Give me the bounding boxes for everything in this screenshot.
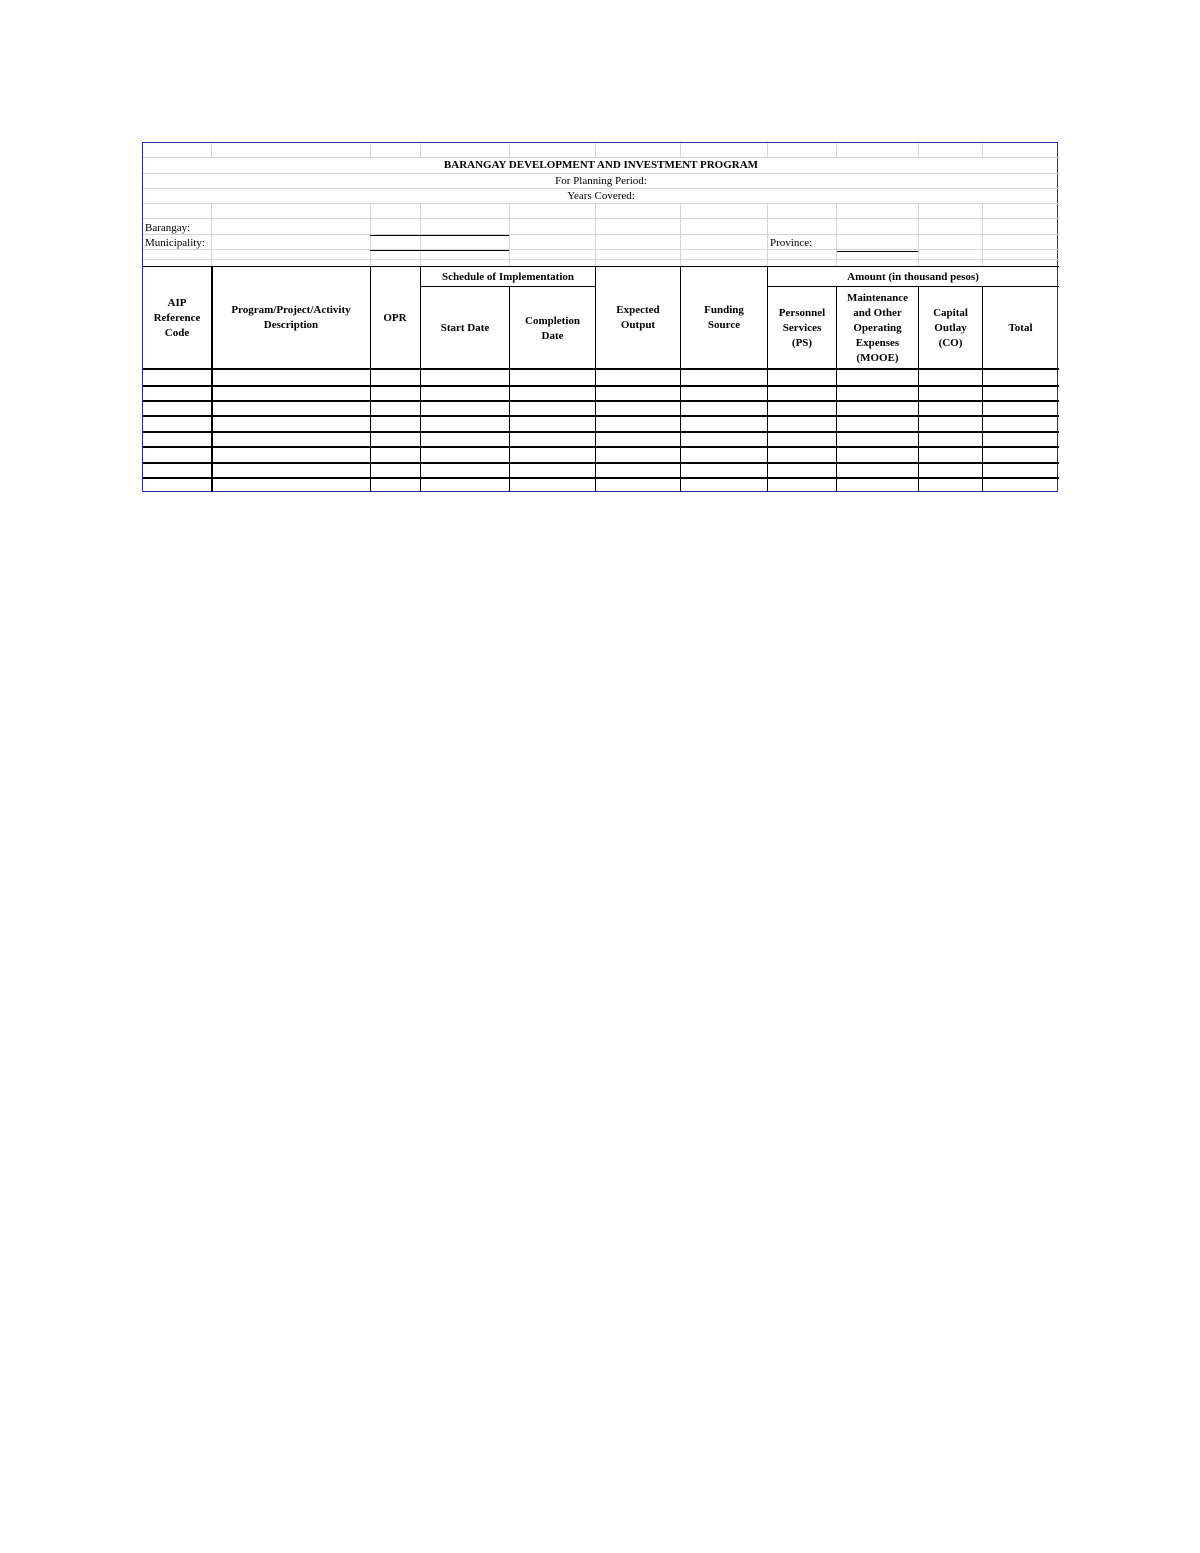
- table-cell[interactable]: [143, 385, 211, 400]
- table-cell[interactable]: [211, 431, 370, 446]
- header-opr: OPR: [383, 311, 407, 324]
- table-cell[interactable]: [509, 477, 595, 492]
- header-start-date: Start Date: [440, 322, 490, 334]
- table-cell[interactable]: [982, 385, 1058, 400]
- header-completion-date: Completion Date: [525, 314, 580, 342]
- table-cell[interactable]: [509, 415, 595, 431]
- form-title: BARANGAY DEVELOPMENT AND INVESTMENT PROGRAM: [443, 159, 759, 171]
- gridline-col: [680, 143, 681, 157]
- header-capital-outlay: Capital Outlay (CO): [933, 307, 968, 349]
- table-cell[interactable]: [509, 431, 595, 446]
- table-cell[interactable]: [982, 446, 1058, 462]
- table-cell[interactable]: [767, 462, 836, 477]
- header-program-description: Program/Project/Activity Description: [231, 304, 351, 331]
- gridline-col: [509, 203, 510, 267]
- table-cell[interactable]: [509, 370, 595, 385]
- table-cell[interactable]: [143, 400, 211, 415]
- table-cell[interactable]: [982, 400, 1058, 415]
- gridline-col: [982, 143, 983, 157]
- table-cell[interactable]: [143, 477, 211, 492]
- table-cell[interactable]: [420, 370, 509, 385]
- table-cell[interactable]: [836, 431, 918, 446]
- table-cell[interactable]: [767, 415, 836, 431]
- table-cell[interactable]: [370, 400, 420, 415]
- gridline-col: [982, 203, 983, 267]
- schedule-divider: [420, 286, 596, 287]
- table-cell[interactable]: [509, 446, 595, 462]
- table-cell[interactable]: [680, 477, 767, 492]
- province-field[interactable]: [837, 251, 918, 252]
- header-total: Total: [1008, 322, 1033, 334]
- table-cell[interactable]: [211, 415, 370, 431]
- table-cell[interactable]: [420, 400, 509, 415]
- table-cell[interactable]: [595, 385, 680, 400]
- gridline-col: [595, 143, 596, 157]
- gridline-col: [680, 203, 681, 267]
- table-cell[interactable]: [420, 446, 509, 462]
- table-cell[interactable]: [918, 431, 982, 446]
- gridline-row: [143, 173, 1059, 174]
- table-cell[interactable]: [143, 431, 211, 446]
- table-cell[interactable]: [918, 370, 982, 385]
- table-cell[interactable]: [370, 370, 420, 385]
- table-cell[interactable]: [680, 400, 767, 415]
- table-cell[interactable]: [918, 385, 982, 400]
- gridline-row: [143, 203, 1059, 204]
- table-cell[interactable]: [143, 446, 211, 462]
- gridline-row: [143, 188, 1059, 189]
- table-cell[interactable]: [767, 370, 836, 385]
- investment-program-form: [142, 142, 1058, 492]
- table-cell[interactable]: [836, 415, 918, 431]
- table-cell[interactable]: [420, 477, 509, 492]
- table-cell[interactable]: [143, 462, 211, 477]
- table-cell[interactable]: [509, 462, 595, 477]
- table-cell[interactable]: [918, 477, 982, 492]
- table-cell[interactable]: [370, 446, 420, 462]
- table-row[interactable]: [143, 477, 1059, 492]
- province-label: Province:: [770, 237, 813, 249]
- table-cell[interactable]: [211, 400, 370, 415]
- table-cell[interactable]: [680, 370, 767, 385]
- table-cell[interactable]: [370, 385, 420, 400]
- table-top-border: [143, 266, 1059, 267]
- table-cell[interactable]: [509, 400, 595, 415]
- header-schedule-group: Schedule of Implementation: [442, 270, 574, 283]
- gridline-row: [143, 249, 1059, 250]
- table-cell[interactable]: [420, 431, 509, 446]
- table-cell[interactable]: [680, 385, 767, 400]
- municipality-field[interactable]: [370, 250, 509, 251]
- table-cell[interactable]: [918, 462, 982, 477]
- table-cell[interactable]: [211, 477, 370, 492]
- table-cell[interactable]: [918, 415, 982, 431]
- header-personnel-services: Personnel Services (PS): [778, 307, 826, 349]
- table-cell[interactable]: [143, 415, 211, 431]
- table-cell[interactable]: [836, 400, 918, 415]
- table-cell[interactable]: [595, 462, 680, 477]
- table-cell[interactable]: [767, 400, 836, 415]
- table-row[interactable]: [143, 400, 1059, 415]
- table-cell[interactable]: [680, 415, 767, 431]
- table-cell[interactable]: [420, 385, 509, 400]
- table-cell[interactable]: [982, 462, 1058, 477]
- table-cell[interactable]: [836, 477, 918, 492]
- table-cell[interactable]: [143, 370, 211, 385]
- gridline-row: [143, 218, 1059, 219]
- gridline-col: [595, 203, 596, 267]
- table-cell[interactable]: [370, 431, 420, 446]
- gridline-row: [143, 234, 1059, 235]
- header-funding-source: Funding Source: [704, 304, 744, 331]
- table-cell[interactable]: [982, 415, 1058, 431]
- table-cell[interactable]: [595, 415, 680, 431]
- header-aip-reference-code: AIP Reference Code: [153, 296, 201, 339]
- gridline-col: [211, 143, 212, 157]
- table-cell[interactable]: [680, 431, 767, 446]
- gridline-col: [211, 203, 212, 267]
- gridline-col: [767, 143, 768, 157]
- table-cell[interactable]: [836, 446, 918, 462]
- barangay-label: Barangay:: [145, 222, 191, 234]
- gridline-row: [143, 259, 1059, 260]
- barangay-field[interactable]: [370, 235, 509, 236]
- table-cell[interactable]: [211, 370, 370, 385]
- table-cell[interactable]: [595, 370, 680, 385]
- gridline-col: [918, 143, 919, 157]
- gridline-row: [143, 157, 1059, 158]
- table-cell[interactable]: [370, 462, 420, 477]
- table-cell[interactable]: [982, 477, 1058, 492]
- table-cell[interactable]: [836, 385, 918, 400]
- table-cell[interactable]: [767, 431, 836, 446]
- gridline-col: [836, 143, 837, 157]
- table-cell[interactable]: [509, 385, 595, 400]
- header-mooe: Maintenance and Other Operating Expenses (MOOE): [846, 292, 909, 364]
- table-row[interactable]: [143, 446, 1059, 462]
- table-row[interactable]: [143, 462, 1059, 477]
- table-cell[interactable]: [836, 462, 918, 477]
- header-amount-group: Amount (in thousand pesos): [847, 270, 979, 283]
- municipality-label: Municipality:: [145, 237, 205, 249]
- table-cell[interactable]: [767, 385, 836, 400]
- table-cell[interactable]: [211, 462, 370, 477]
- table-cell[interactable]: [918, 446, 982, 462]
- planning-period-label: For Planning Period:: [555, 175, 647, 187]
- table-cell[interactable]: [595, 477, 680, 492]
- table-row[interactable]: [143, 385, 1059, 400]
- gridline-col: [370, 143, 371, 157]
- table-cell[interactable]: [680, 462, 767, 477]
- gridline-col: [509, 143, 510, 157]
- table-cell[interactable]: [767, 477, 836, 492]
- table-cell[interactable]: [420, 462, 509, 477]
- table-cell[interactable]: [595, 431, 680, 446]
- table-cell[interactable]: [595, 446, 680, 462]
- table-cell[interactable]: [836, 370, 918, 385]
- gridline-col: [836, 203, 837, 267]
- table-cell[interactable]: [595, 400, 680, 415]
- table-cell[interactable]: [982, 431, 1058, 446]
- gridline-col: [767, 203, 768, 267]
- table-cell[interactable]: [767, 446, 836, 462]
- table-cell[interactable]: [370, 477, 420, 492]
- gridline-col: [918, 203, 919, 267]
- table-cell[interactable]: [211, 446, 370, 462]
- table-cell[interactable]: [918, 400, 982, 415]
- amount-divider: [767, 286, 1059, 287]
- table-cell[interactable]: [370, 415, 420, 431]
- table-row[interactable]: [143, 431, 1059, 446]
- gridline-col: [420, 143, 421, 157]
- table-row[interactable]: [143, 370, 1059, 385]
- years-covered-label: Years Covered:: [567, 190, 635, 202]
- header-expected-output: Expected Output: [616, 304, 660, 331]
- table-cell[interactable]: [420, 415, 509, 431]
- table-cell[interactable]: [211, 385, 370, 400]
- table-row[interactable]: [143, 415, 1059, 431]
- table-cell[interactable]: [680, 446, 767, 462]
- table-cell[interactable]: [982, 370, 1058, 385]
